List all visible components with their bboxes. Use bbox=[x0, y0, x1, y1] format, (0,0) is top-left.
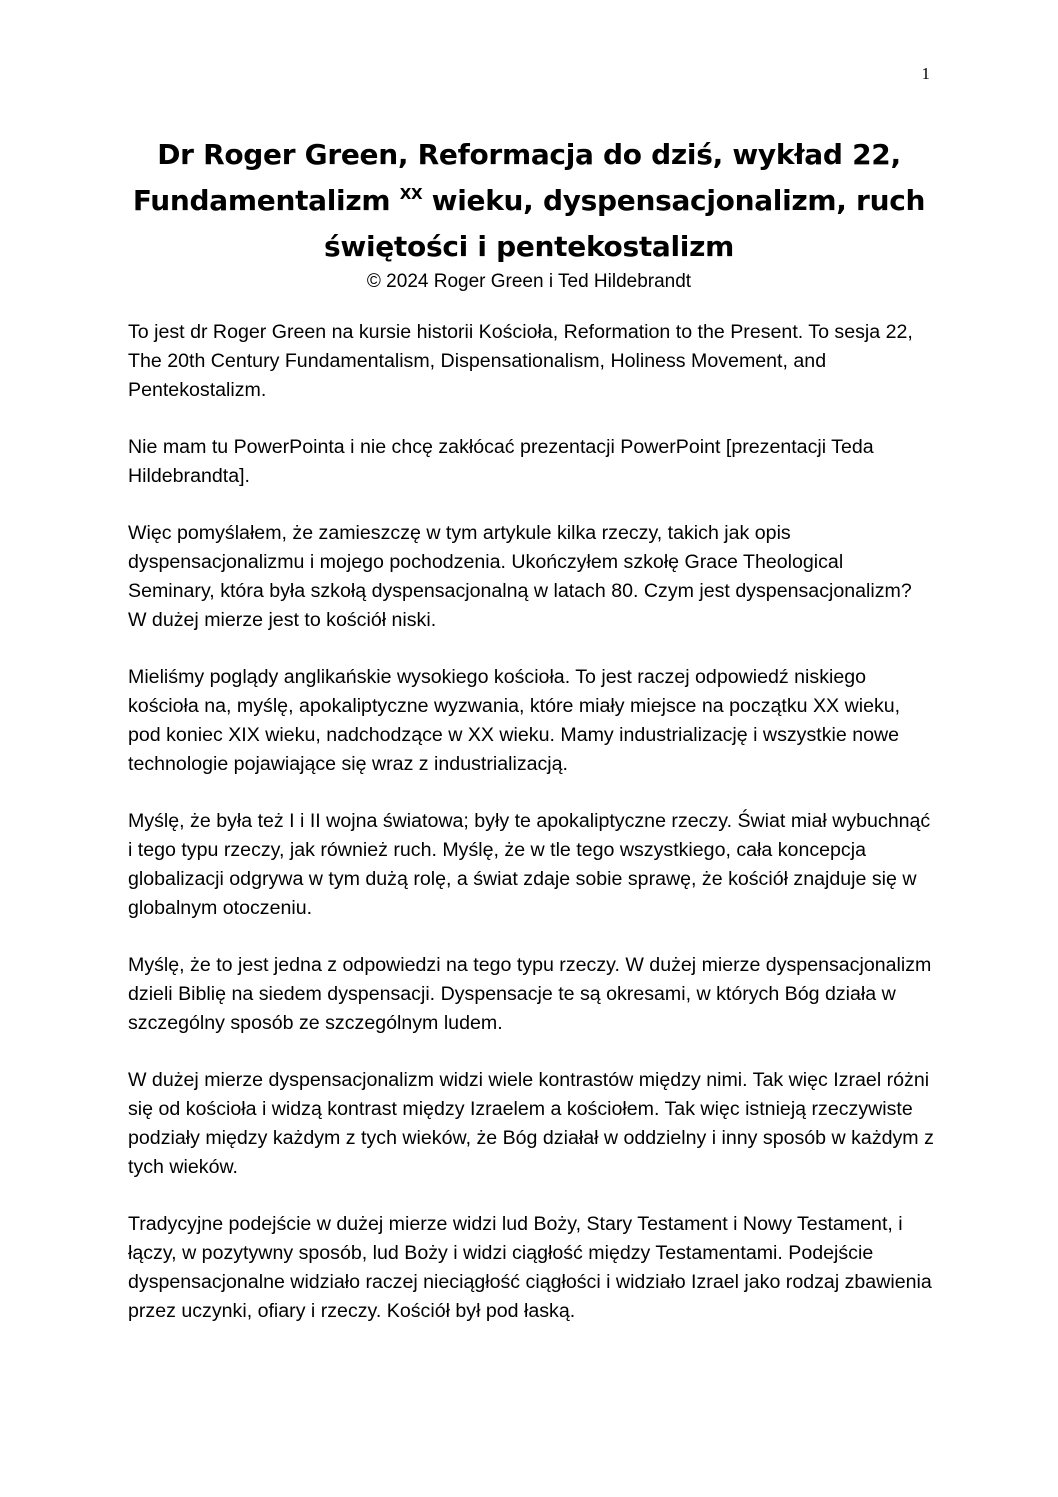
paragraph-2: Nie mam tu PowerPointa i nie chcę zakłócać prezentacji PowerPoint [prezentacji Teda Hildebrandta]. bbox=[128, 436, 874, 487]
paragraph-3: Więc pomyślałem, że zamieszczę w tym artykule kilka rzeczy, takich jak opis dyspensacjonalizmu i mojego pochodzenia. Ukończyłem szkołę Grace Theological Seminary, która była szkołą dyspensacjonalną w latach 80. Czym jest dyspensacjonalizm? W dużej mierze jest to kościół niski. bbox=[128, 522, 912, 631]
copyright-line: © 2024 Roger Green i Ted Hildebrandt bbox=[366, 271, 692, 292]
page-number: 1 bbox=[921, 64, 930, 83]
document-title bbox=[100, 132, 958, 270]
paragraph-6: Myślę, że to jest jedna z odpowiedzi na tego typu rzeczy. W dużej mierze dyspensacjonalizm dzieli Biblię na siedem dyspensacji. Dyspensacje te są okresami, w których Bóg działa w szczególny sposób ze szczególnym ludem. bbox=[128, 954, 932, 1034]
paragraph-5: Myślę, że była też I i II wojna światowa; były te apokaliptyczne rzeczy. Świat miał wybuchnąć i tego typu rzeczy, jak również ruch. Myślę, że w tle tego wszystkiego, cała koncepcja globalizacji odgrywa w tym dużą rolę, a świat zdaje sobie sprawę, że kościół znajduje się w globalnym otoczeniu. bbox=[128, 810, 931, 919]
paragraph-8: Tradycyjne podejście w dużej mierze widzi lud Boży, Stary Testament i Nowy Testament, i łączy, w pozytywny sposób, lud Boży i widzi ciągłość między Testamentami. Podejście dyspensacjonalne widziało raczej nieciągłość ciągłości i widziało Izrael jako rodzaj zbawienia przez uczynki, ofiary i rzeczy. Kościół był pod łaską. bbox=[128, 1213, 932, 1322]
paragraph-7: W dużej mierze dyspensacjonalizm widzi wiele kontrastów między nimi. Tak więc Izrael różni się od kościoła i widzą kontrast między Izraelem a kościołem. Tak więc istnieją rzeczywiste podziały między każdym z tych wieków, że Bóg działał w oddzielny i inny sposób w każdym z tych wieków. bbox=[128, 1069, 934, 1178]
title-block bbox=[100, 132, 958, 294]
paragraph-4: Mieliśmy poglądy anglikańskie wysokiego kościoła. To jest raczej odpowiedź niskiego kościoła na, myślę, apokaliptyczne wyzwania, które miały miejsce na początku XX wieku, pod koniec XIX wieku, nadchodzące w XX wieku. Mamy industrializację i wszystkie nowe technologie pojawiające się wraz z industrializacją. bbox=[128, 666, 901, 775]
title-superscript: XX bbox=[399, 185, 423, 203]
title-part-1: Dr Roger Green, Reformacja do dziś, wykład 22, Fundamentalizm bbox=[132, 138, 901, 217]
paragraph-1: To jest dr Roger Green na kursie historii Kościoła, Reformation to the Present. To sesja 22, The 20th Century Fundamentalism, Dispensationalism, Holiness Movement, and Pentekostalizm. bbox=[128, 321, 913, 401]
title-part-2: wieku, dyspensacjonalizm, ruch świętości i pentekostalizm bbox=[324, 184, 926, 263]
document-body bbox=[128, 318, 934, 1354]
